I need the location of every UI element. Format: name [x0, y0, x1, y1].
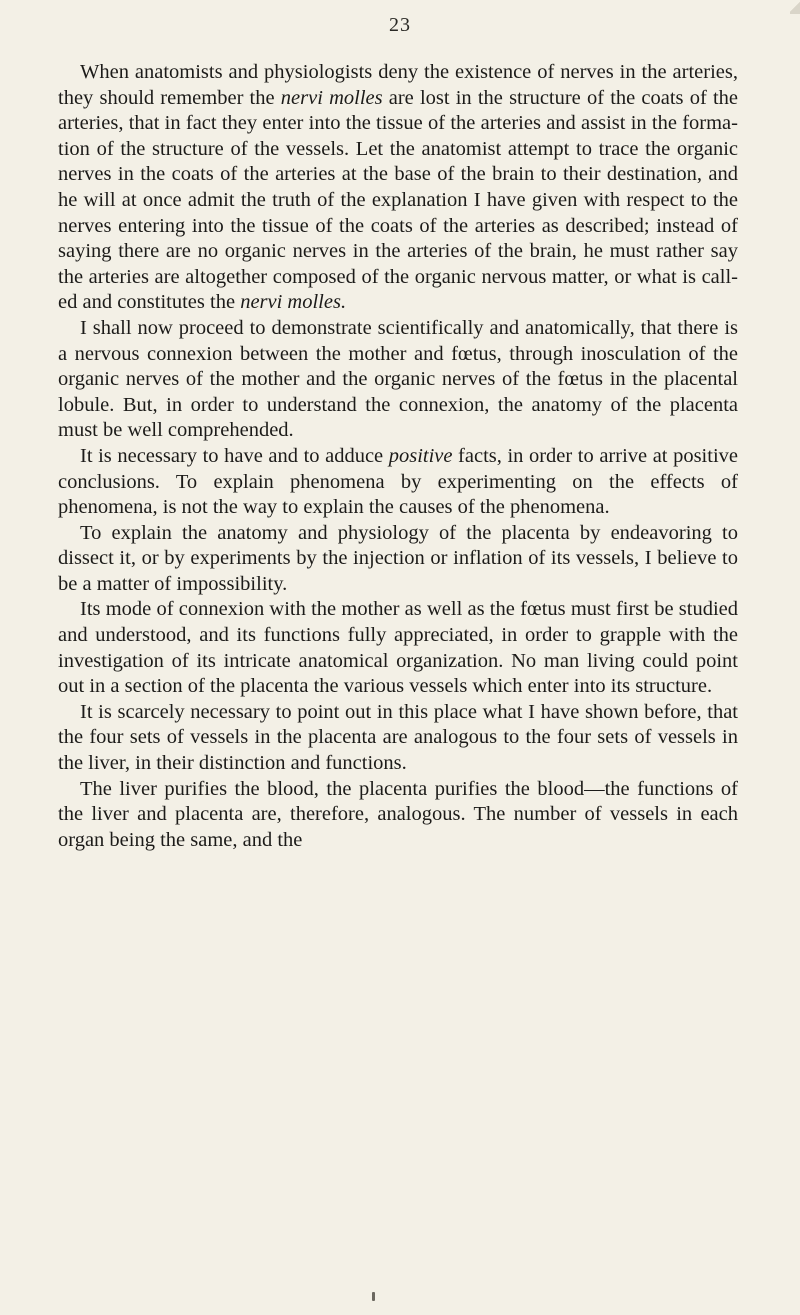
italic-term: positive — [388, 444, 453, 467]
paragraph-text: It is scarcely necessary to point out in this place what I have shown before, that the four sets of vessels in the placenta are analogous to the four sets of vessels in the liver, in their distinction and functions. — [58, 700, 738, 775]
paragraph-text: It is necessary to have and to adduce — [80, 444, 389, 467]
paragraph-text: facts, in order to arrive at positive conclusions. To explain phenomena by experimenting on the effects of phenomena, is not the way to explain the causes of the phenomena. — [58, 444, 738, 519]
page-corner — [790, 0, 800, 14]
paragraph — [58, 597, 738, 699]
body-text — [58, 60, 738, 853]
paragraph-text: are lost in the structure of the coats of the arteries, that in fact they enter into the tissue of the arteries and assist in the formation of the structure of the vessels. Let the anatomist attempt to trace the organic nerves in the coats of the arteries at the base of the brain to their destination, and he will at once admit the truth of the explanation I have given with respect to the nerves entering into the tissue of the coats of the arteries as described; instead of saying there are no organic nerves in the arteries of the brain, he must rather say the arteries are altogether composed of the organic nervous matter, or what is called and constitutes the — [58, 86, 738, 314]
page-number: 23 — [389, 14, 411, 36]
paragraph — [58, 521, 738, 598]
italic-term: nervi molles — [280, 86, 383, 109]
paragraph — [58, 777, 738, 854]
paragraph-text: When anatomists and physiologists deny the existence of nerves in the arteries, they should remember the — [58, 61, 738, 109]
paragraph-text: I shall now proceed to demonstrate scientifically and anatomically, that there is a nervous connexion between the mother and fœtus, through inosculation of the organic nerves of the mother and the organic nerves of the fœtus in the placental lobule. But, in order to understand the connexion, the anatomy of the placenta must be well comprehended. — [58, 316, 738, 442]
paragraph — [58, 444, 738, 521]
paragraph-text: The liver purifies the blood, the placenta purifies the blood—the functions of the liver and placenta are, therefore, analogous. The number of vessels in each organ being the same, and the — [58, 777, 738, 851]
paragraph-text: Its mode of connexion with the mother as well as the fœtus must first be studied and understood, and its functions fully appreciated, in order to grapple with the investigation of its intricate anatomical organization. No man living could point out in a section of the placenta the various vessels which enter into its structure. — [58, 598, 738, 698]
ink-speck — [372, 1292, 375, 1301]
paragraph-text: To explain the anatomy and physiology of the placenta by endeavoring to dissect it, or by experiments by the injection or inflation of its vessels, I believe to be a matter of impossibility. — [58, 521, 738, 595]
paragraph — [58, 60, 738, 316]
paragraph — [58, 316, 738, 444]
italic-term: nervi molles. — [240, 291, 347, 314]
paragraph — [58, 700, 738, 777]
